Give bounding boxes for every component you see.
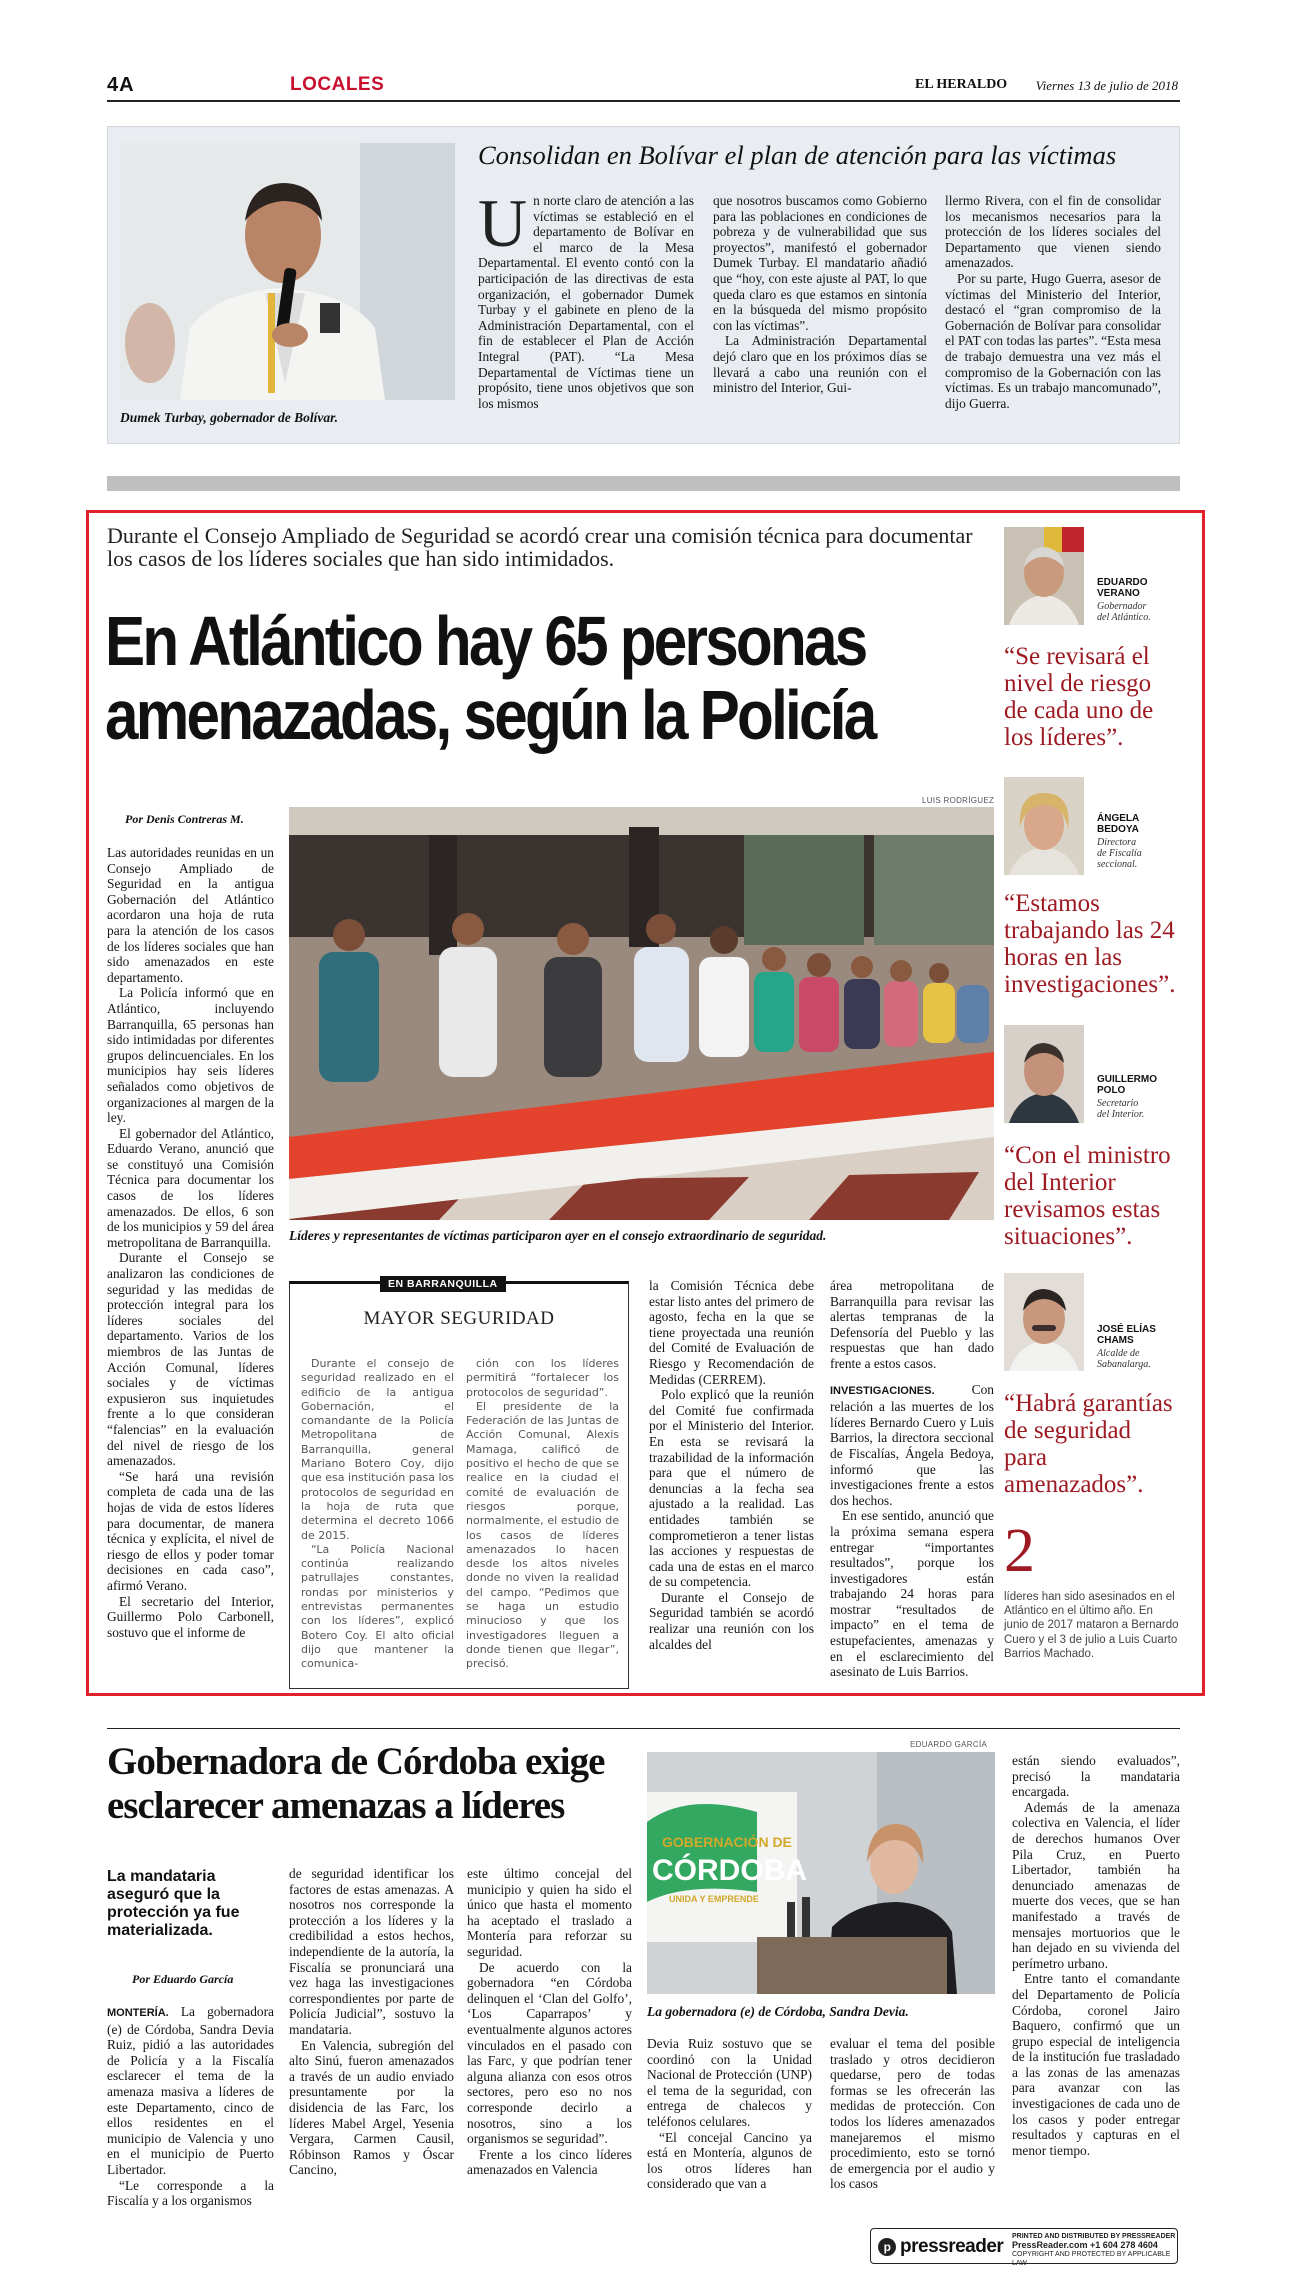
bottom-headline-line-2: esclarecer amenazas a líderes (107, 1784, 565, 1827)
quote-2-name: ÁNGELA BEDOYA (1097, 813, 1140, 835)
top-headline: Consolidan en Bolívar el plan de atención para las víctimas (478, 140, 1117, 170)
bottom-col-2: de seguridad identificar los factores de estas amenazas. A nosotros nos corresponde la protección a los líderes y la credibilidad a estos hechos, independiente de la autoría, la Fiscalía se pronunciará una vez haga las investigaciones correspondientes por parte de Policía Judicial”, sostuvo la mandataria. En Valencia, subregión del alto Sinú, fueron amenazados a través de un audio enviado presuntamente por la disidencia de las Farc, los líderes Mabel Argel, Yesenia Vergara, Carmen Causil, Róbinson Ramos y Óscar Cancino, (289, 1866, 454, 2178)
stat-number: 2 (1004, 1517, 1035, 1585)
main-headline-line-2: amenazadas, según la Policía (105, 676, 875, 754)
quote-2-role: Directora de Fiscalía seccional. (1097, 837, 1142, 870)
turbay-illustration (120, 143, 455, 400)
bedoya-illustration (1004, 777, 1084, 875)
quote-2-text: “Estamos trabajando las 24 horas en las investigaciones”. (1004, 890, 1176, 998)
investigaciones-kicker: INVESTIGACIONES. (830, 1384, 935, 1397)
main-col-4: área metropolitana de Barranquilla para revisar las alertas tempranas de la Defensoría del Pueblo y las respuestas que han dado frente a estos casos. INVESTIGACIONES. Con relación a las muertes de los líderes Bernardo Cuero y Luis Barrios, la directora seccional de Fiscalías, Ángela Bedoya, informó que las investigaciones frente a estos dos hechos. En ese sentido, anunció que la próxima semana espera entregar “importantes resultados”, porque los investigadores están trabajando 24 horas para mostrar “resultados de impacto” en el tema de estupefacientes, amenazas y en el esclarecimiento del asesinato de Luis Barrios. (830, 1278, 994, 1680)
bottom-rule (107, 1728, 1180, 1729)
quote-4-role: Alcalde de Sabanalarga. (1097, 1348, 1151, 1370)
bottom-col-4: Devia Ruiz sostuvo que se coordinó con la Unidad Nacional de Protección (UNP) el tema de la seguridad, con entrega de chalecos y teléfonos celulares. “El concejal Cancino ya está en Montería, algunos de los otros líderes han considerado que van a (647, 2036, 812, 2192)
masthead-date: Viernes 13 de julio de 2018 (1035, 78, 1178, 93)
section-label: LOCALES (290, 74, 385, 95)
stat-text: líderes han sido asesinados en el Atlántico en el último año. En junio de 2017 mataron a Bernardo Cuero y el 3 de julio a Luis Cuarto Barrios Machado. (1004, 1591, 1179, 1660)
main-byline: Por Denis Contreras M. (125, 812, 244, 826)
quote-4-name: JOSÉ ELÍAS CHAMS (1097, 1324, 1156, 1346)
main-col-3: la Comisión Técnica debe estar listo antes del primero de agosto, fecha en la que se tiene proyectada una reunión del Comité de Evaluación de Riesgo y Recomendación de Medidas (CERREM). Polo explicó que la reunión del Comité fue confirmada por el Ministerio del Interior. En esta se revisará la trazabilidad de la información para que el número de denuncias a la fecha sea ajustado a la realidad. Las entidades también se comprometieron a tener listas las acciones y respuestas de cada una de estas en el marco de su competencia. Durante el Consejo de Seguridad también se acordó realizar una reunión con los alcaldes del (649, 1278, 814, 1652)
top-col-2: que nosotros buscamos como Gobierno para las poblaciones en condiciones de pobreza y de vulnerabilidad que sus proyectos”, manifestó el gobernador Dumek Turbay. El mandatario añadió que “hoy, con este ajuste al PAT, lo que queda claro es que estamos en sintonía en la búsqueda del mismo propósito con las víctimas”. La Administración Departamental dejó claro que en los próximos días se llevará a cabo una reunión con el ministro del Interior, Gui- (713, 193, 927, 396)
quote-3-text: “Con el ministro del Interior revisamos estas situaciones”. (1004, 1142, 1171, 1250)
bottom-headline-line-1: Gobernadora de Córdoba exige (107, 1740, 605, 1783)
sidebar-kicker: EN BARRANQUILLA (380, 1276, 506, 1292)
sidebar-col-1: Durante el consejo de seguridad realizado en el edificio de la antigua Gobernación, el comandante de la Policía Metropolitana de Barranquilla, general Mariano Botero Coy, dijo que esa institución pasa los protocolos de seguridad en la hoja de ruta que determina el decreto 1066 de 2015. “La Policía Nacional continúa realizando patrullajes constantes, rondas por ministerios y entrevistas permanentes con los líderes”, explicó Botero Coy. El alto oficial dijo que mantener la comunica- (301, 1357, 454, 1671)
sidebar-col-2: ción con los líderes permitirá “fortalecer los protocolos de seguridad”. El presidente de la Federación de las Juntas de Acción Comunal, Alexis Mamaga, calificó de positivo el hecho de que se realice en la ciudad el comité de evaluación de riesgos porque, normalmente, el estudio de los casos de líderes amenazados lo hacen desde los altos niveles donde no viven la realidad del campo. “Pedimos que se haga un estudio minucioso y que los investigadores lleguen a donde tienen que llegar”, precisó. (466, 1357, 619, 1671)
top-col-1: Un norte claro de atención a las víctimas se estableció en el departamento de Bolívar en el marco de la Mesa Departamental. El evento contó con la participación de las directivas de esta organización, el gobernador Dumek Turbay y el gabinete en pleno de la Administración Departamental, con el fin de establecer el Plan de Acción Integral (PAT). “La Mesa Departamental de Víctimas tiene un propósito, tiene unos objetivos que son los mismos (478, 185, 694, 411)
bottom-photo-credit: EDUARDO GARCÍA (910, 1740, 988, 1749)
verano-illustration (1004, 527, 1084, 625)
drop-cap: U (478, 185, 528, 261)
bottom-headline (107, 1740, 652, 1828)
polo-photo (1004, 1025, 1084, 1123)
pressreader-icon: p (878, 2238, 896, 2256)
quote-3-role: Secretario del Interior. (1097, 1098, 1145, 1120)
main-headline-line-1: En Atlántico hay 65 personas (105, 602, 866, 680)
bottom-place: MONTERÍA. (107, 2007, 169, 2019)
quote-3-name: GUILLERMO POLO (1097, 1074, 1157, 1096)
bottom-col-1: MONTERÍA. La gobernadora (e) de Córdoba, Sandra Devia Ruiz, pidió a las autoridades de Policía y a la Fiscalía esclarecer el tema de la amenaza masiva a líderes de este Departamento, cinco de ellos residentes en el municipio de Valencia y uno en el municipio de Puerto Libertador. “Le corresponde a la Fiscalía y a los organismos (107, 2004, 274, 2209)
main-headline (105, 604, 879, 752)
chams-photo (1004, 1273, 1084, 1371)
top-caption: Dumek Turbay, gobernador de Bolívar. (120, 410, 339, 425)
devia-photo (647, 1752, 995, 1994)
quote-4-text: “Habrá garantías de seguridad para amenazados”. (1004, 1390, 1173, 1498)
masthead-paper: EL HERALDO (915, 77, 1008, 92)
bottom-byline: Por Eduardo García (132, 1972, 234, 1986)
meeting-illustration (289, 807, 994, 1220)
main-photo-caption: Líderes y representantes de víctimas participaron ayer en el consejo extraordinario de seguridad. (289, 1228, 827, 1243)
main-deck: Durante el Consejo Ampliado de Seguridad se acordó crear una comisión técnica para documentar los casos de los líderes sociales que han sido intimidados. (107, 523, 973, 571)
main-photo-credit: LUIS RODRÍGUEZ (922, 796, 995, 805)
sidebar-title: MAYOR SEGURIDAD (363, 1308, 555, 1329)
bottom-caption: La gobernadora (e) de Córdoba, Sandra Devia. (647, 2004, 909, 2019)
devia-illustration (647, 1752, 995, 1994)
quote-1-name: EDUARDO VERANO (1097, 577, 1148, 599)
bottom-deck: La mandataria aseguró que la protección ya fue materializada. (107, 1868, 240, 1939)
chams-illustration (1004, 1273, 1084, 1371)
turbay-photo (120, 143, 455, 400)
bedoya-photo (1004, 777, 1084, 875)
main-col-1: Las autoridades reunidas en un Consejo Ampliado de Seguridad en la antigua Gobernación del Atlántico acordaron una hoja de ruta para la atención de los casos de los líderes sociales que han sido amenazados en este departamento. La Policía informó que en Atlántico, incluyendo Barranquilla, 65 personas han sido intimidadas por diferentes grupos delincuenciales. En los municipios hay seis líderes señalados como objetivos de organizaciones al margen de la ley. El gobernador del Atlántico, Eduardo Verano, anunció que se constituyó una Comisión Técnica para documentar los casos de los líderes amenazados. De ellos, 6 son de los municipios y 59 del área metropolitana de Barranquilla. Durante el Consejo se analizaron las condiciones de seguridad y las medidas de protección integral para los líderes sociales del departamento. Varios de los miembros de las Juntas de Acción Comunal, líderes sociales y de víctimas expusieron sus inquietudes frente a lo que consideran “falencias” en la evaluación del nivel de riesgo de los amenazados. “Se hará una revisión completa de cada una de las hojas de vida de estos líderes para documentar, de manera técnica y explícita, el nivel de riesgo de ellos y poder tomar decisiones en cada caso”, afirmó Verano. El secretario del Interior, Guillermo Polo Carbonell, sostuvo que el informe de (107, 845, 274, 1640)
pressreader-logo: p pressreader (878, 2236, 1003, 2258)
top-col-3: llermo Rivera, con el fin de consolidar los mecanismos necesarios para la protección de los líderes sociales del Departamento que vienen siendo amenazados. Por su parte, Hugo Guerra, asesor de víctimas del Ministerio del Interior, destacó el “gran compromiso de la Gobernación de Bolívar para consolidar el PAT con todas las partes”. “Esta mesa de trabajo demuestra una vez más el compromiso de la Gobernación con las víctimas. Es un trabajo mancomunado”, dijo Guerra. (945, 193, 1161, 411)
bottom-col-5: evaluar el tema del posible traslado y otros decidieron quedarse, pero de todas formas se les ofrecerán las medidas de protección. Con todos los líderes amenazados manejaremos el mismo procedimiento, esto se tornó de emergencia por el audio y los casos (830, 2036, 995, 2192)
quote-1-role: Gobernador del Atlántico. (1097, 601, 1151, 623)
separator-bar (107, 476, 1180, 491)
banner-text-3: UNIDA Y EMPRENDE (669, 1894, 759, 1904)
bottom-col-6: están siendo evaluados”, precisó la mandataria encargada. Además de la amenaza colectiva en Valencia, el líder de derechos humanos Over Pila Cruz, en Puerto Libertador, también ha denunciado amenazas de muerte dos veces, que se han manifestado a través de mensajes mortuorios que le han dejado en su vivienda del perímetro urbano. Entre tanto el comandante del Departamento de Policía Córdoba, coronel Jairo Baquero, confirmó que un grupo especial de inteligencia de la institución fue trasladado a las zonas de las amenazas para avanzar con las investigaciones de cada uno de los casos y poder entregar resultados y capturas en el menor tiempo. (1012, 1753, 1180, 2158)
banner-text-2: CÓRDOBA (652, 1854, 807, 1887)
banner-text-1: GOBERNACIÓN DE (662, 1834, 792, 1850)
page-number: 4A (107, 74, 135, 96)
main-photo (289, 807, 994, 1220)
quote-1-text: “Se revisará el nivel de riesgo de cada uno de los líderes”. (1004, 643, 1154, 751)
polo-illustration (1004, 1025, 1084, 1123)
pressreader-info: PRINTED AND DISTRIBUTED BY PRESSREADER PressReader.com +1 604 278 4604 COPYRIGHT AND PROTECTED BY APPLICABLE LAW (1012, 2233, 1176, 2267)
bottom-col-3: este último concejal del municipio y quien ha sido el único que hasta el momento ha aceptado el traslado a Montería para reforzar su seguridad. De acuerdo con la gobernadora “en Córdoba delinquen el ‘Clan del Golfo’, ‘Los Caparrapos’ y eventualmente algunos actores vinculados en el pasado con las Farc, y que podrían tener alguna alianza con esos otros sectores, pero eso no nos corresponde decirlo a nosotros, sino a los organismos se seguridad”. Frente a los cinco líderes amenazados en Valencia (467, 1866, 632, 2178)
masthead-rule (107, 100, 1180, 102)
verano-photo (1004, 527, 1084, 625)
